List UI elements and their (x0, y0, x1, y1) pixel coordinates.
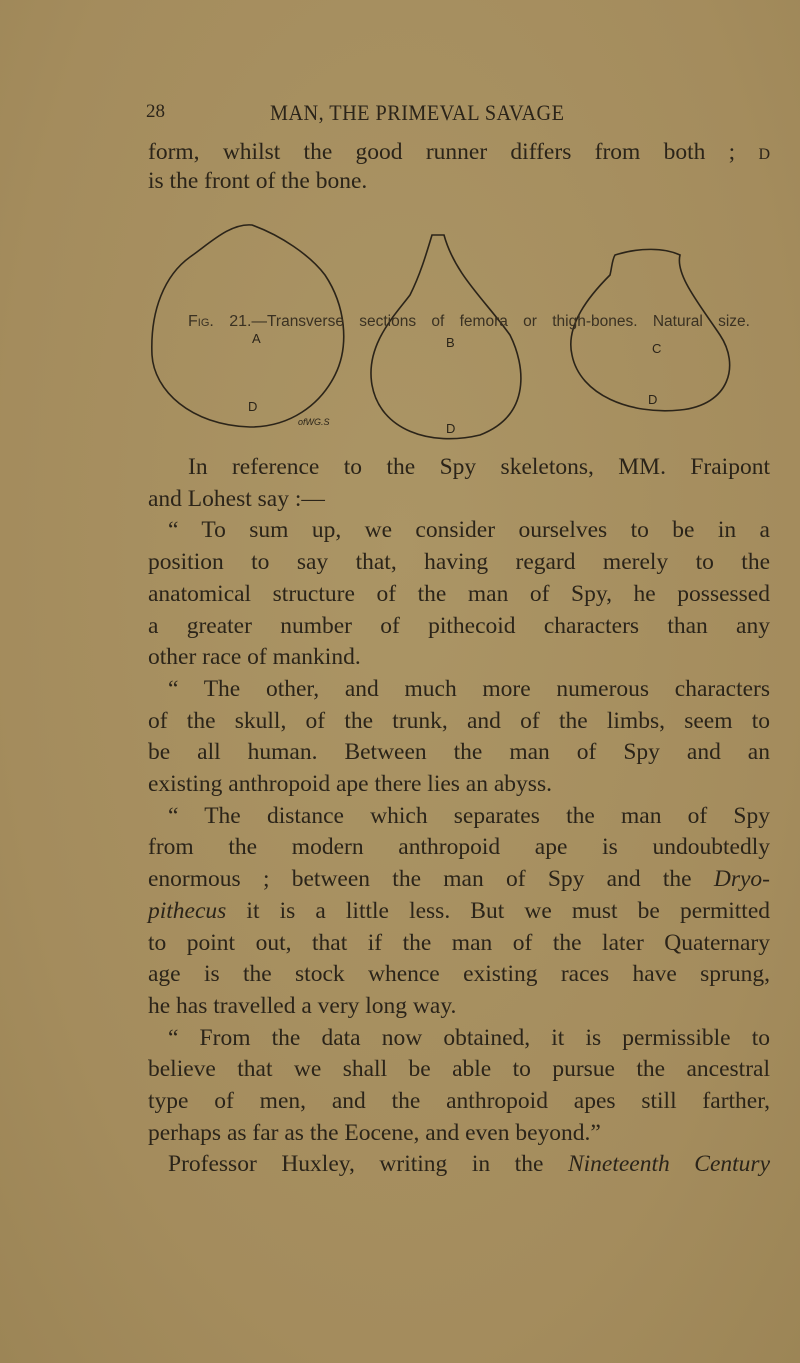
text-line (148, 1086, 770, 1116)
text-line (148, 611, 770, 641)
text-line (148, 137, 770, 167)
text-line (168, 515, 770, 545)
label-d-b: D (446, 421, 456, 436)
text-segment: age is the stock whence existing races have sprung, (148, 961, 770, 988)
text-segment: from the modern anthropoid ape is undoubtedly (148, 834, 770, 861)
text-line (148, 991, 770, 1021)
text-segment: a greater number of pithecoid characters than any (148, 612, 770, 639)
text-segment: he has travelled a very long way. (148, 992, 457, 1019)
text-segment: and Lohest say :— (148, 485, 325, 512)
running-title: MAN, THE PRIMEVAL SAVAGE (270, 100, 565, 125)
text-line (168, 801, 770, 831)
text-line (168, 1023, 770, 1053)
text-segment: of the skull, of the trunk, and of the limbs, seem to (148, 707, 770, 734)
text-segment: Professor Huxley, writing in the (168, 1151, 568, 1178)
text-line (148, 1054, 770, 1084)
text-line (148, 896, 770, 926)
caption-prefix: Fig. 21. (188, 313, 252, 330)
text-line (148, 737, 770, 767)
text-segment: perhaps as far as the Eocene, and even beyond.” (148, 1119, 601, 1146)
text-line (148, 547, 770, 577)
text-segment: D (758, 146, 770, 163)
text-line (148, 579, 770, 609)
text-segment: it is a little less. But we must be permitted (226, 897, 770, 924)
text-segment: other race of mankind. (148, 644, 361, 671)
text-segment: position to say that, having regard merely to the (148, 549, 770, 576)
text-segment: is the front of the bone. (148, 168, 368, 194)
text-line (148, 484, 770, 514)
text-segment: enormous ; between the man of Spy and the (148, 866, 714, 893)
text-segment: to point out, that if the man of the later Quaternary (148, 929, 770, 956)
text-segment: “ From the data now obtained, it is permissible to (168, 1024, 770, 1051)
figure-caption (188, 313, 750, 331)
text-line (148, 928, 770, 958)
text-segment: “ The other, and much more numerous characters (168, 675, 770, 702)
text-line (148, 166, 770, 196)
text-line (148, 959, 770, 989)
text-segment: be all human. Between the man of Spy and an (148, 739, 770, 766)
label-d-c: D (648, 392, 658, 407)
text-segment: In reference to the Spy skeletons, MM. Fraipont (188, 454, 770, 480)
text-segment: “ The distance which separates the man of Spy (168, 802, 770, 829)
text-segment: anatomical structure of the man of Spy, he possessed (148, 580, 770, 607)
text-line (148, 642, 770, 672)
caption-size: Natural size. (652, 313, 750, 330)
text-segment: type of men, and the anthropoid apes still farther, (148, 1088, 770, 1114)
italic-text: Nineteenth Century (567, 1151, 771, 1178)
caption-text: —Transverse sections of femora or thigh-bones. (251, 313, 638, 330)
artist-signature: ofWG.S (298, 417, 330, 427)
text-segment: existing anthropoid ape there lies an abyss. (148, 771, 552, 797)
label-c: C (652, 341, 662, 356)
text-line (148, 706, 770, 736)
text-segment: form, whilst the good runner differs from both ; (148, 139, 759, 165)
italic-text: Dryo- (713, 866, 770, 893)
page-number: 28 (146, 101, 165, 122)
label-b: B (446, 335, 455, 350)
text-line (168, 674, 770, 704)
text-line (148, 864, 770, 894)
label-d-a: D (248, 399, 258, 414)
text-line (148, 769, 770, 799)
italic-text: pithecus (148, 897, 227, 924)
text-segment: believe that we shall be able to pursue the ancestral (148, 1056, 770, 1083)
text-line (148, 1118, 770, 1148)
text-line (168, 1149, 770, 1179)
text-segment: “ To sum up, we consider ourselves to be in a (168, 517, 770, 544)
text-line (148, 832, 770, 862)
label-a: A (252, 331, 261, 346)
text-line (188, 452, 770, 482)
